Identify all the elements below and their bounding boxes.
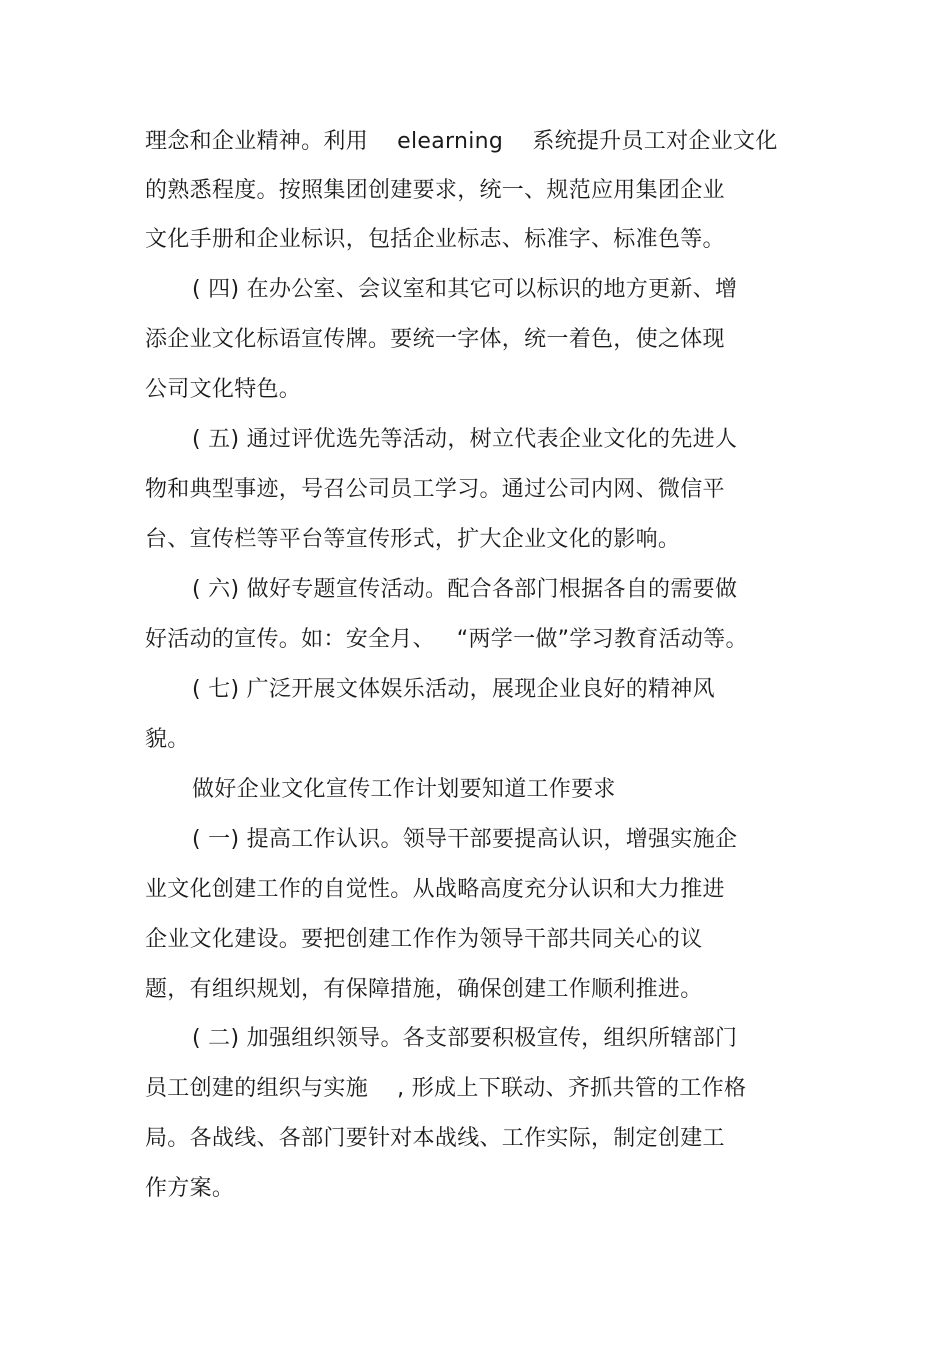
text-line: 业文化创建工作的自觉性。从战略高度充分认识和大力推进 xyxy=(145,877,725,902)
text-line: 员工创建的组织与实施 , 形成上下联动、齐抓共管的工作格 xyxy=(145,1076,747,1101)
text-line: 作方案。 xyxy=(145,1176,235,1201)
text-line: 的熟悉程度。按照集团创建要求，统一、规范应用集团企业 xyxy=(145,178,725,203)
text-line: 貌。 xyxy=(145,727,190,752)
paragraph-start-line: ( 四) 在办公室、会议室和其它可以标识的地方更新、增 xyxy=(192,277,738,302)
text-line: 物和典型事迹，号召公司员工学习。通过公司内网、微信平 xyxy=(145,477,725,502)
paragraph-start-line: ( 一) 提高工作认识。领导干部要提高认识，增强实施企 xyxy=(192,827,738,852)
text-line: 理念和企业精神。利用 elearning 系统提升员工对企业文化 xyxy=(145,129,778,154)
text-line: 台、宣传栏等平台等宣传形式，扩大企业文化的影响。 xyxy=(145,527,681,552)
text-line: 题，有组织规划，有保障措施，确保创建工作顺利推进。 xyxy=(145,977,703,1002)
text-line: 好活动的宣传。如：安全月、 “两学一做”学习教育活动等。 xyxy=(145,627,748,652)
text-line: 公司文化特色。 xyxy=(145,377,302,402)
paragraph-start-line: ( 五) 通过评优选先等活动，树立代表企业文化的先进人 xyxy=(192,427,738,452)
paragraph-start-line: ( 二) 加强组织领导。各支部要积极宣传，组织所辖部门 xyxy=(192,1026,738,1051)
paragraph-start-line: ( 六) 做好专题宣传活动。配合各部门根据各自的需要做 xyxy=(192,577,738,602)
text-line: 企业文化建设。要把创建工作作为领导干部共同关心的议 xyxy=(145,927,703,952)
paragraph-start-line: ( 七) 广泛开展文体娱乐活动，展现企业良好的精神风 xyxy=(192,677,715,702)
text-line: 文化手册和企业标识，包括企业标志、标准字、标准色等。 xyxy=(145,227,725,252)
text-line: 添企业文化标语宣传牌。要统一字体，统一着色，使之体现 xyxy=(145,327,725,352)
section-heading: 做好企业文化宣传工作计划要知道工作要求 xyxy=(192,777,616,802)
text-line: 局。各战线、各部门要针对本战线、工作实际，制定创建工 xyxy=(145,1126,725,1151)
